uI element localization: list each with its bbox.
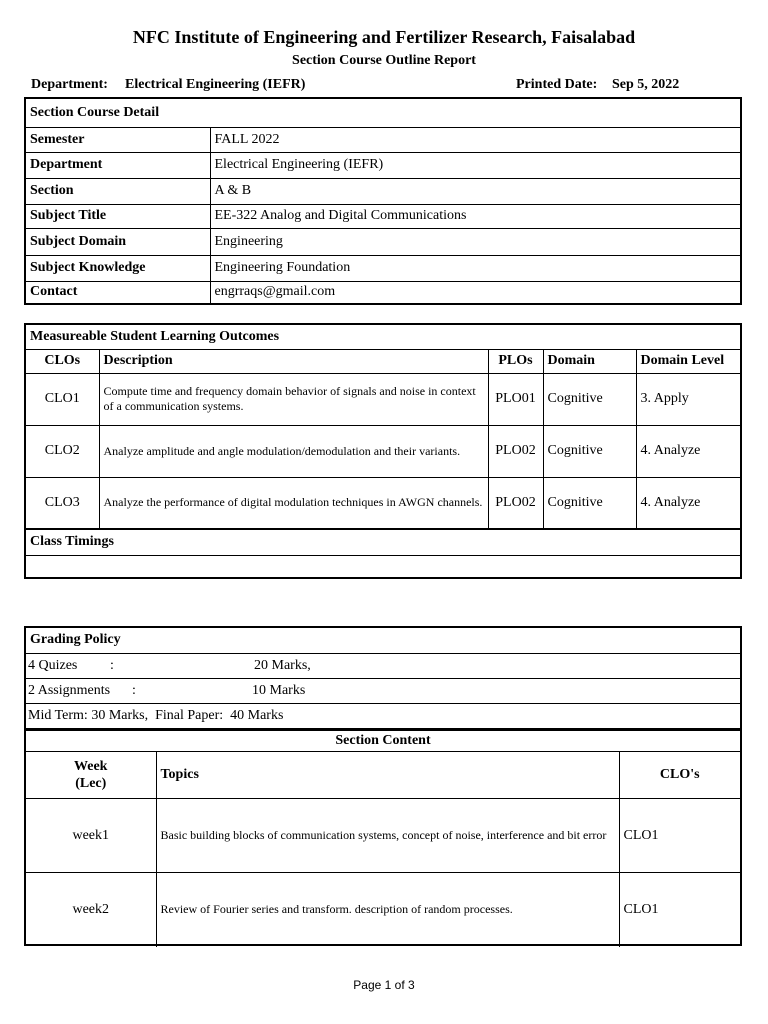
exam-marks: Mid Term: 30 Marks, Final Paper: 40 Marks — [26, 703, 740, 728]
detail-value: engrraqs@gmail.com — [210, 281, 740, 303]
clo-description: Compute time and frequency domain behavior of signals and noise in context of a communication systems. — [99, 373, 488, 425]
detail-label: Semester — [26, 127, 210, 152]
clo-code: CLO3 — [26, 477, 99, 529]
learning-outcomes-section — [24, 323, 742, 579]
clo-domain: Cognitive — [543, 477, 636, 529]
section-course-detail — [24, 97, 742, 305]
quizzes-value: 20 Marks, — [254, 657, 311, 673]
detail-row — [26, 178, 740, 204]
col-description: Description — [99, 349, 488, 373]
clo-description: Analyze amplitude and angle modulation/demodulation and their variants. — [99, 425, 488, 477]
detail-row — [26, 228, 740, 255]
clo-plo: PLO01 — [488, 373, 543, 425]
clo-code: CLO1 — [26, 373, 99, 425]
detail-label: Subject Title — [26, 204, 210, 228]
col-week-line1: Week — [74, 759, 108, 774]
department-label: Department: — [31, 77, 108, 92]
detail-row — [26, 152, 740, 178]
clo-domain: Cognitive — [543, 373, 636, 425]
detail-value: Engineering — [210, 228, 740, 255]
detail-label: Subject Domain — [26, 228, 210, 255]
content-clo-cell: CLO1 — [619, 799, 740, 873]
col-week — [26, 752, 156, 799]
clo-code: CLO2 — [26, 425, 99, 477]
detail-row — [26, 281, 740, 303]
detail-row — [26, 127, 740, 152]
class-timings-heading: Class Timings — [26, 529, 740, 555]
col-plos: PLOs — [488, 349, 543, 373]
printed-date-label: Printed Date: — [516, 77, 598, 92]
page-number: Page 1 of 3 — [353, 978, 415, 992]
col-domain: Domain — [543, 349, 636, 373]
clo-domain-level: 4. Analyze — [636, 477, 740, 529]
outcome-row — [26, 425, 740, 477]
clo-domain-level: 4. Analyze — [636, 425, 740, 477]
class-timings-value — [26, 555, 740, 577]
col-domain-level: Domain Level — [636, 349, 740, 373]
grading-heading: Grading Policy — [26, 628, 740, 653]
grading-row — [26, 703, 740, 728]
outcome-row — [26, 477, 740, 529]
department-value: Electrical Engineering (IEFR) — [125, 77, 306, 92]
detail-value: Engineering Foundation — [210, 255, 740, 281]
quizzes-label: 4 Quizes — [28, 657, 78, 673]
detail-label: Contact — [26, 281, 210, 303]
content-row — [26, 799, 740, 873]
clo-domain-level: 3. Apply — [636, 373, 740, 425]
content-clo-cell: CLO1 — [619, 873, 740, 947]
report-title: Section Course Outline Report — [292, 53, 476, 68]
week-cell: week1 — [26, 799, 156, 873]
detail-value: Electrical Engineering (IEFR) — [210, 152, 740, 178]
section-content-heading: Section Content — [26, 730, 740, 752]
content-header-row — [26, 752, 740, 799]
quizzes-separator: : — [110, 657, 114, 673]
detail-row — [26, 255, 740, 281]
clo-description: Analyze the performance of digital modulation techniques in AWGN channels. — [99, 477, 488, 529]
grading-and-content-section — [24, 626, 742, 946]
clo-plo: PLO02 — [488, 477, 543, 529]
detail-label: Section — [26, 178, 210, 204]
outcomes-heading: Measureable Student Learning Outcomes — [26, 325, 740, 349]
outcome-row — [26, 373, 740, 425]
grading-row — [26, 678, 740, 703]
outcomes-header-row — [26, 349, 740, 373]
section-content-table — [26, 729, 740, 947]
col-week-line2: (Lec) — [75, 776, 107, 791]
clo-domain: Cognitive — [543, 425, 636, 477]
detail-row — [26, 204, 740, 228]
week-cell: week2 — [26, 873, 156, 947]
col-clos: CLOs — [26, 349, 99, 373]
content-row — [26, 873, 740, 947]
assignments-label: 2 Assignments — [28, 682, 111, 698]
institute-title: NFC Institute of Engineering and Fertilizer Research, Faisalabad — [132, 27, 636, 47]
grading-row — [26, 653, 740, 678]
topic-cell: Review of Fourier series and transform. description of random processes. — [156, 873, 619, 947]
detail-value: FALL 2022 — [210, 127, 740, 152]
col-content-clos: CLO's — [619, 752, 740, 799]
outcomes-table — [26, 325, 740, 577]
section-detail-heading: Section Course Detail — [26, 99, 740, 127]
col-topics: Topics — [156, 752, 619, 799]
detail-label: Department — [26, 152, 210, 178]
assignments-value: 10 Marks — [252, 682, 306, 698]
topic-cell: Basic building blocks of communication systems, concept of noise, interference and bit error — [156, 799, 619, 873]
printed-date-value: Sep 5, 2022 — [612, 77, 680, 92]
detail-label: Subject Knowledge — [26, 255, 210, 281]
detail-value: A & B — [210, 178, 740, 204]
assignments-separator: : — [132, 682, 136, 698]
detail-value: EE-322 Analog and Digital Communications — [210, 204, 740, 228]
grading-table — [26, 628, 740, 729]
clo-plo: PLO02 — [488, 425, 543, 477]
section-detail-table — [26, 99, 740, 303]
